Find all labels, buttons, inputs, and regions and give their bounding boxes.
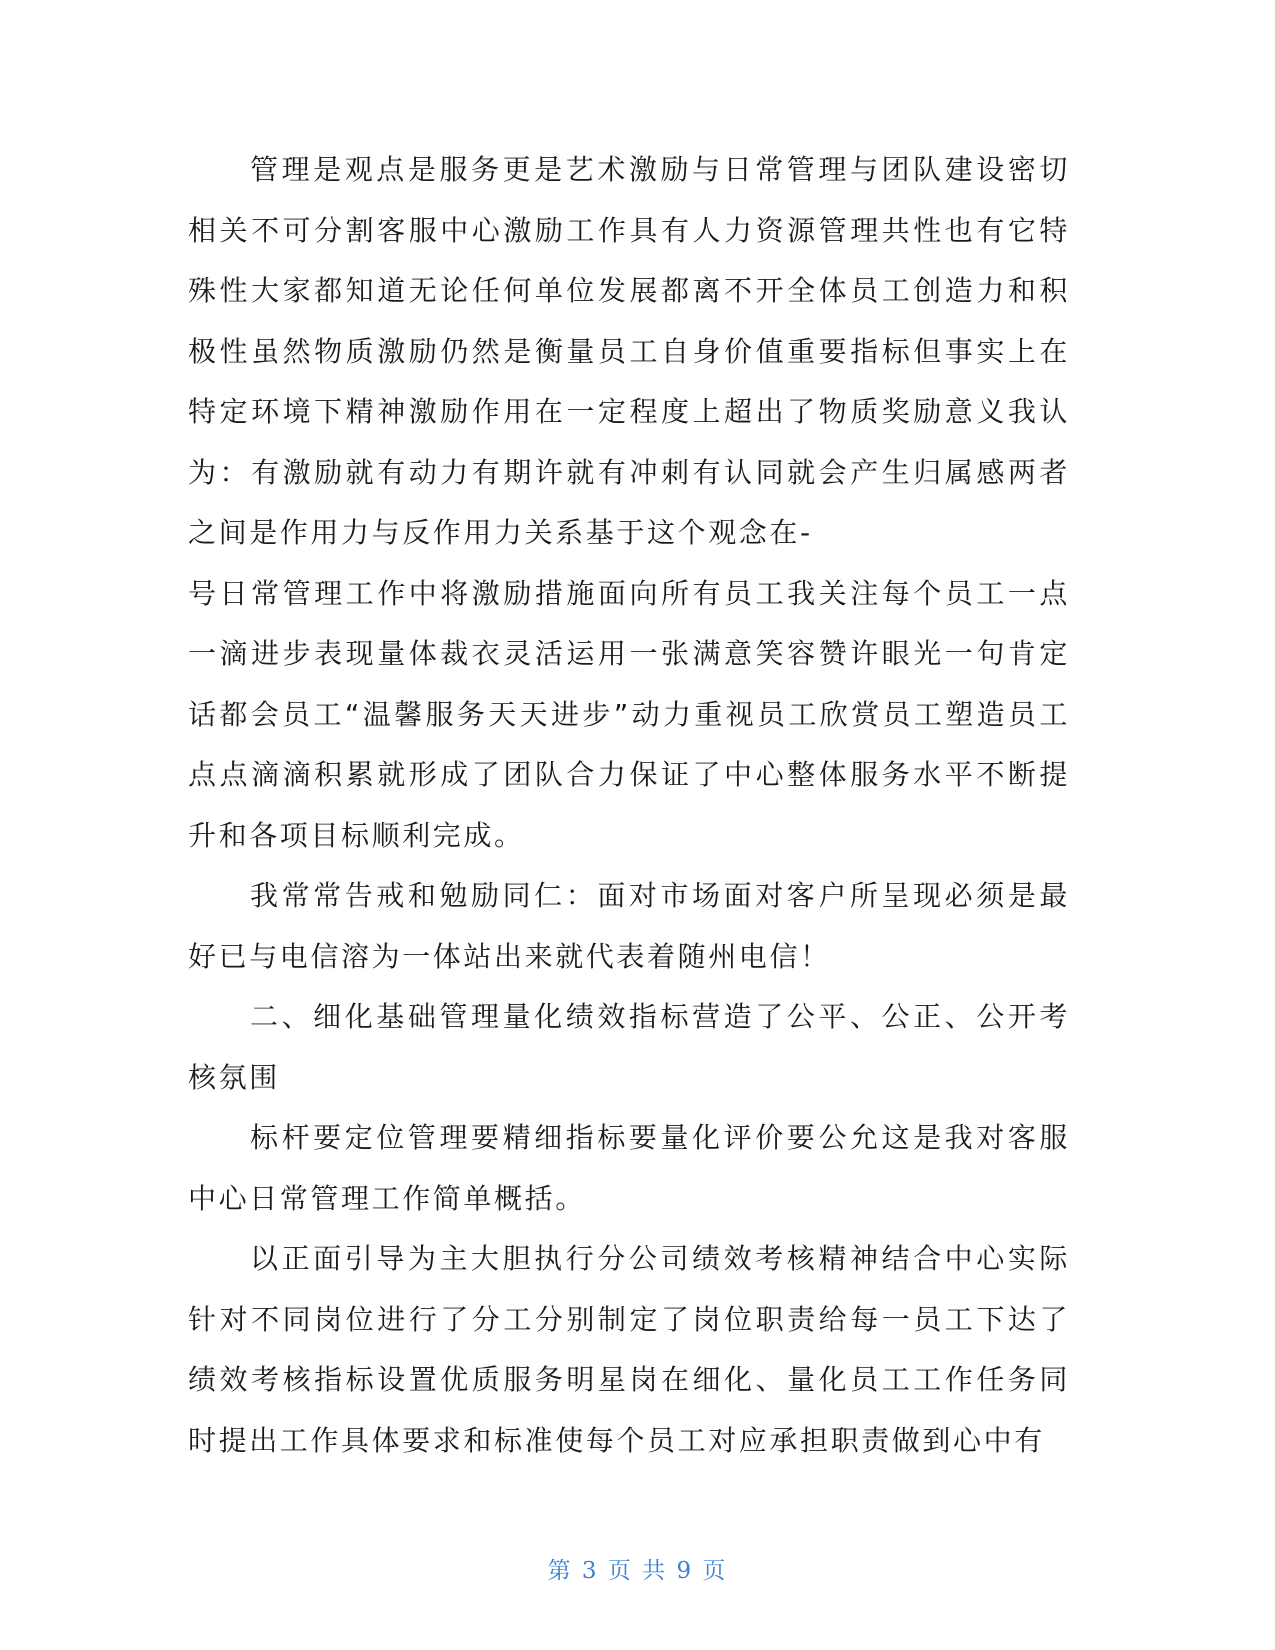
paragraph-2: 号日常管理工作中将激励措施面向所有员工我关注每个员工一点一滴进步表现量体裁衣灵活运用一张满意笑容赞许眼光一句肯定话都会员工“温馨服务天天进步”动力重视员工欣赏员工塑造员工点点滴滴积累就形成了团队合力保证了中心整体服务水平不断提升和各项目标顺利完成。	[188, 576, 1070, 852]
paragraph-1: 管理是观点是服务更是艺术激励与日常管理与团队建设密切相关不可分割客服中心激励工作具有人力资源管理共性也有它特殊性大家都知道无论任何单位发展都离不开全体员工创造力和积极性虽然物质激励仍然是衡量员工自身价值重要指标但事实上在特定环境下精神激励作用在一定程度上超出了物质奖励意义我认为：有激励就有动力有期许就有冲刺有认同就会产生归属感两者之间是作用力与反作用力关系基于这个观念在-	[188, 153, 1070, 549]
page-number-footer: 第 3 页 共 9 页	[547, 1558, 728, 1584]
section-heading: 二、细化基础管理量化绩效指标营造了公平、公正、公开考核氛围	[188, 1000, 1070, 1094]
paragraph-5: 以正面引导为主大胆执行分公司绩效考核精神结合中心实际针对不同岗位进行了分工分别制定了岗位职责给每一员工下达了绩效考核指标设置优质服务明星岗在细化、量化员工工作任务同时提出工作具体要求和标准使每个员工对应承担职责做到心中有	[188, 1242, 1070, 1457]
document-body	[188, 140, 1070, 1471]
paragraph-4: 标杆要定位管理要精细指标要量化评价要公允这是我对客服中心日常管理工作简单概括。	[188, 1121, 1070, 1215]
paragraph-3: 我常常告戒和勉励同仁：面对市场面对客户所呈现必须是最好已与电信溶为一体站出来就代表着随州电信！	[188, 879, 1070, 973]
